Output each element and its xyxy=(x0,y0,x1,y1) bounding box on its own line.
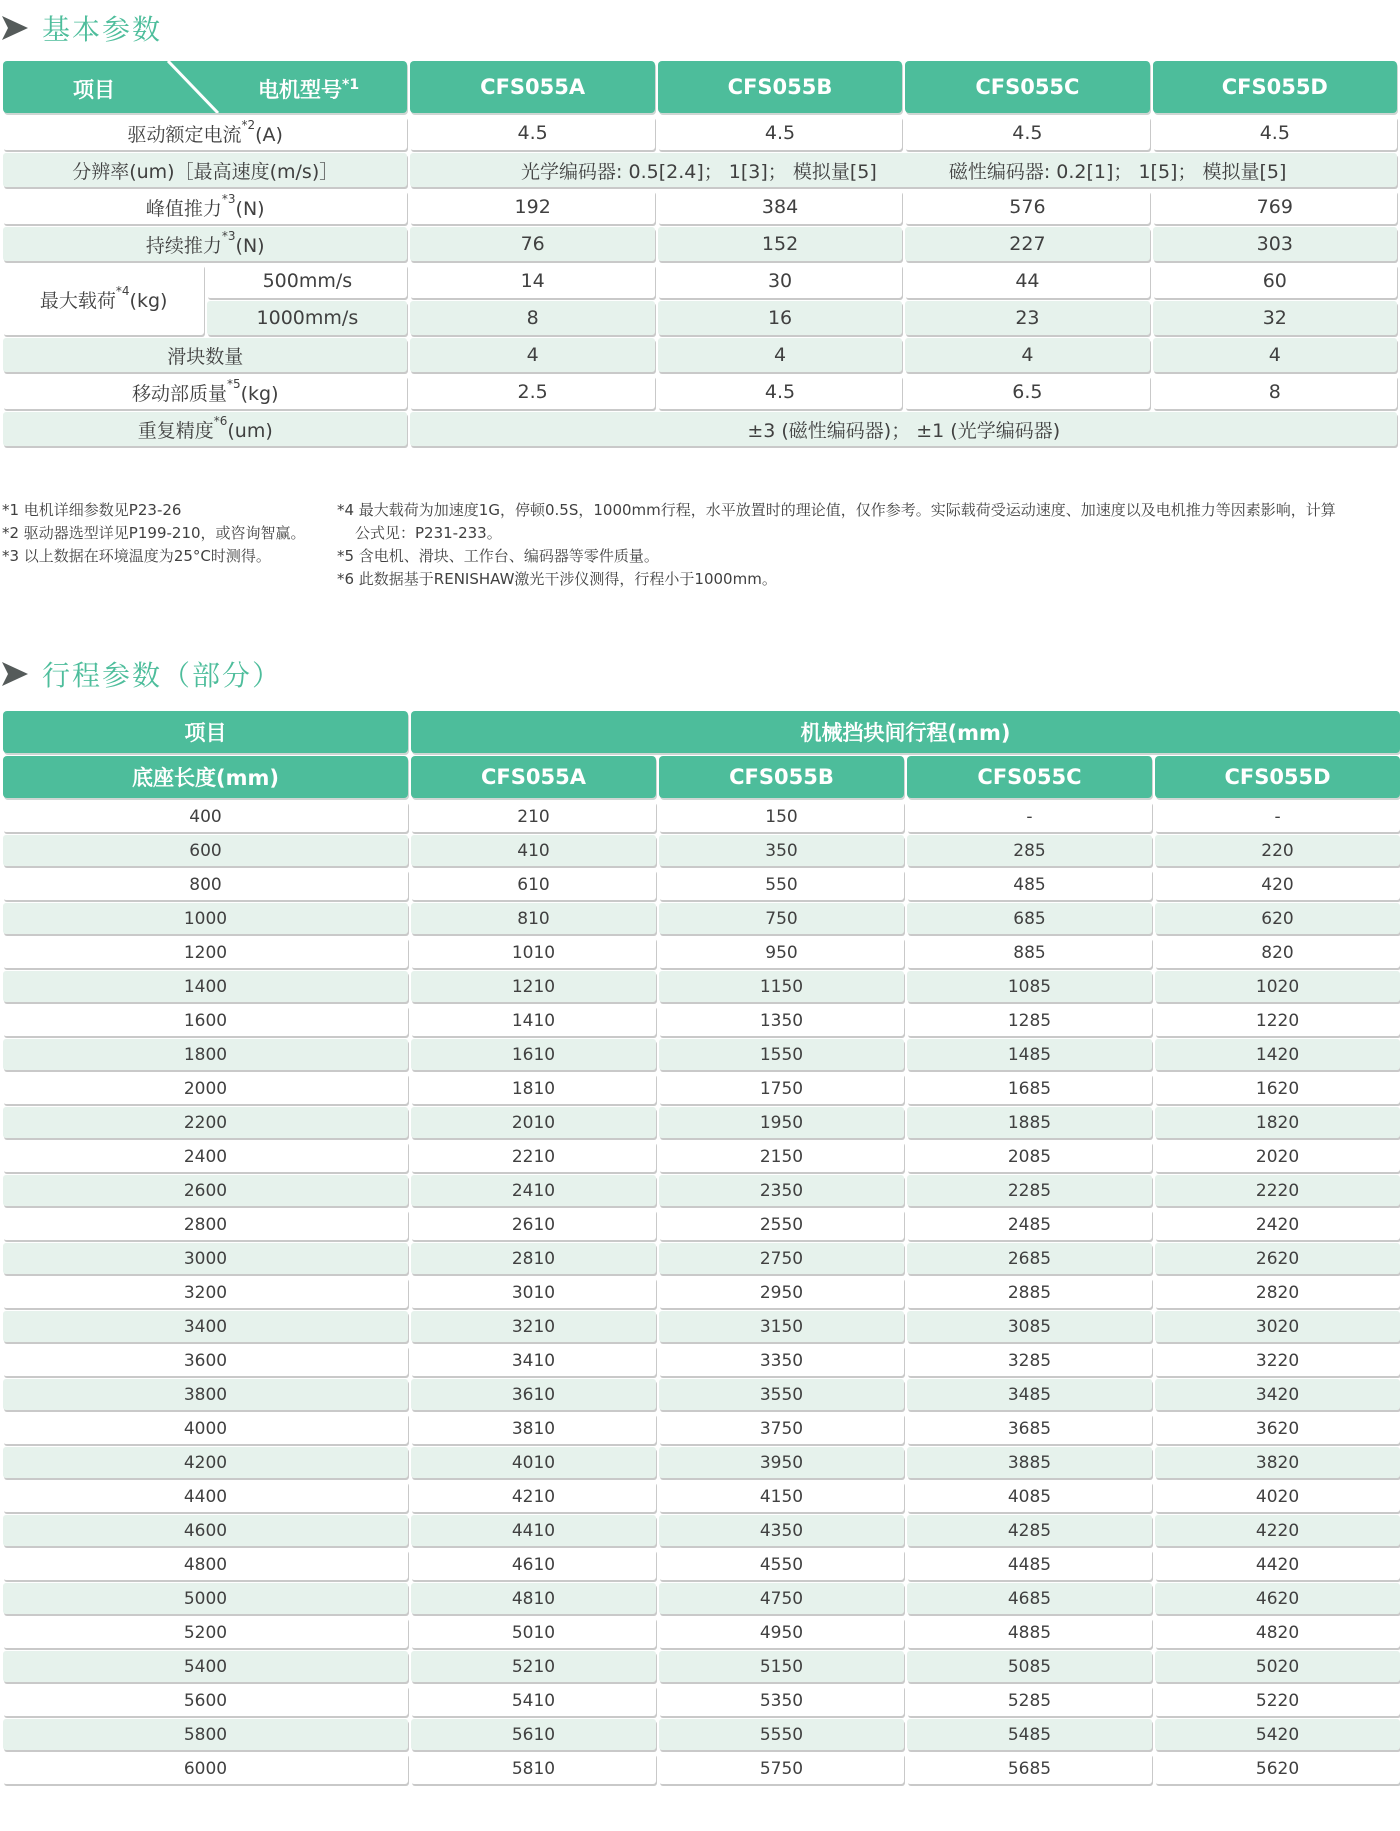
header-item: 项目 xyxy=(73,78,115,102)
stroke-cell: 4610 xyxy=(411,1549,656,1580)
stroke-cell: 350 xyxy=(659,835,904,866)
resolution-magnetic: 磁性编码器: 0.2[1]； 1[5]； 模拟量[5] xyxy=(948,160,1287,183)
stroke-cell: 485 xyxy=(907,869,1152,900)
value-cell: 76 xyxy=(410,227,654,261)
stroke-cell: 4950 xyxy=(659,1617,904,1648)
table-row xyxy=(3,1005,1400,1036)
stroke-cell: 5620 xyxy=(1155,1753,1400,1784)
table-row xyxy=(3,1107,1400,1138)
table-row xyxy=(3,1549,1400,1580)
row-continuous-force: 持续推力$^{*3}$(N) 76 152 227 303 xyxy=(3,227,1397,261)
stroke-cell: 1810 xyxy=(411,1073,656,1104)
value-cell: 4 xyxy=(658,338,902,372)
stroke-cell: 1885 xyxy=(907,1107,1152,1138)
table-row xyxy=(3,1515,1400,1546)
base-length-cell: 4400 xyxy=(3,1481,408,1512)
base-length-cell: 3600 xyxy=(3,1345,408,1376)
stroke-cell: 620 xyxy=(1155,903,1400,934)
base-length-cell: 1600 xyxy=(3,1005,408,1036)
stroke-cell: - xyxy=(1155,801,1400,832)
value-cell: 60 xyxy=(1153,264,1397,298)
stroke-cell: 4485 xyxy=(907,1549,1152,1580)
table-row xyxy=(3,1243,1400,1274)
header-model-d: CFS055D xyxy=(1153,61,1397,113)
stroke-cell: 3610 xyxy=(411,1379,656,1410)
row-payload-1000 xyxy=(3,301,1397,335)
base-length-cell: 800 xyxy=(3,869,408,900)
base-length-cell: 400 xyxy=(3,801,408,832)
row-peak-force: 峰值推力$^{*3}$(N) 192 384 576 769 xyxy=(3,190,1397,224)
stroke-cell: 3010 xyxy=(411,1277,656,1308)
stroke-header-item: 项目 xyxy=(3,711,408,753)
stroke-cell: 4020 xyxy=(1155,1481,1400,1512)
stroke-cell: 4085 xyxy=(907,1481,1152,1512)
table-row xyxy=(3,1039,1400,1070)
label-sliders: 滑块数量 xyxy=(3,338,407,372)
stroke-header-model-a: CFS055A xyxy=(411,756,656,798)
stroke-cell: 5085 xyxy=(907,1651,1152,1682)
table-row xyxy=(3,971,1400,1002)
stroke-cell: 750 xyxy=(659,903,904,934)
value-cell: 2.5 xyxy=(410,375,654,409)
base-length-cell: 2200 xyxy=(3,1107,408,1138)
value-cell: 14 xyxy=(410,264,654,298)
table-row xyxy=(3,1481,1400,1512)
stroke-cell: 3750 xyxy=(659,1413,904,1444)
label-peak: 峰值推力 xyxy=(145,197,222,220)
base-length-cell: 600 xyxy=(3,835,408,866)
row-sliders xyxy=(3,338,1397,372)
stroke-cell: 3950 xyxy=(659,1447,904,1478)
stroke-cell: 5285 xyxy=(907,1685,1152,1716)
stroke-cell: 4750 xyxy=(659,1583,904,1614)
stroke-cell: 2210 xyxy=(411,1141,656,1172)
base-length-cell: 6000 xyxy=(3,1753,408,1784)
table-row xyxy=(3,1379,1400,1410)
stroke-cell: 5550 xyxy=(659,1719,904,1750)
table-row xyxy=(3,1277,1400,1308)
basic-section-title xyxy=(0,8,162,48)
stroke-cell: 1285 xyxy=(907,1005,1152,1036)
stroke-cell: 3350 xyxy=(659,1345,904,1376)
stroke-cell: 3420 xyxy=(1155,1379,1400,1410)
table-row xyxy=(3,1719,1400,1750)
row-payload-500: 最大载荷$^{*4}$(kg) 500mm/s 14 30 44 60 xyxy=(3,264,1397,298)
table-row xyxy=(3,835,1400,866)
value-cell: 4 xyxy=(1153,338,1397,372)
note: *6 此数据基于RENISHAW激光干涉仪测得，行程小于1000mm。 xyxy=(337,570,777,588)
base-length-cell: 1200 xyxy=(3,937,408,968)
stroke-cell: 4820 xyxy=(1155,1617,1400,1648)
table-row xyxy=(3,1617,1400,1648)
header-model-sup: *1 xyxy=(342,77,360,93)
stroke-cell: 5750 xyxy=(659,1753,904,1784)
arrow-icon xyxy=(2,662,28,686)
stroke-cell: 5010 xyxy=(411,1617,656,1648)
base-length-cell: 3000 xyxy=(3,1243,408,1274)
arrow-icon xyxy=(2,16,28,40)
table-row xyxy=(3,1685,1400,1716)
table-row xyxy=(3,903,1400,934)
table-row xyxy=(3,1583,1400,1614)
header-model-c: CFS055C xyxy=(905,61,1149,113)
base-length-cell: 2000 xyxy=(3,1073,408,1104)
basic-params-table xyxy=(0,58,1400,449)
stroke-cell: 4220 xyxy=(1155,1515,1400,1546)
stroke-cell: 1485 xyxy=(907,1039,1152,1070)
base-length-cell: 1800 xyxy=(3,1039,408,1070)
header-item-model xyxy=(3,61,407,113)
value-cell: 769 xyxy=(1153,190,1397,224)
stroke-cell: 4685 xyxy=(907,1583,1152,1614)
value-cell: 16 xyxy=(658,301,902,335)
table-row xyxy=(3,1209,1400,1240)
stroke-cell: 2150 xyxy=(659,1141,904,1172)
value-cell: 4 xyxy=(905,338,1149,372)
stroke-cell: 220 xyxy=(1155,835,1400,866)
stroke-cell: 3410 xyxy=(411,1345,656,1376)
stroke-cell: 2750 xyxy=(659,1243,904,1274)
table-row xyxy=(3,1413,1400,1444)
stroke-cell: 210 xyxy=(411,801,656,832)
table-row xyxy=(3,937,1400,968)
payload-speed-1000: 1000mm/s xyxy=(207,301,407,335)
stroke-cell: 2020 xyxy=(1155,1141,1400,1172)
stroke-cell: 410 xyxy=(411,835,656,866)
stroke-cell: 3885 xyxy=(907,1447,1152,1478)
value-cell: 4.5 xyxy=(658,116,902,150)
stroke-cell: 1220 xyxy=(1155,1005,1400,1036)
stroke-cell: 5610 xyxy=(411,1719,656,1750)
value-cell: 303 xyxy=(1153,227,1397,261)
stroke-cell: 4010 xyxy=(411,1447,656,1478)
stroke-cell: 5410 xyxy=(411,1685,656,1716)
stroke-cell: 285 xyxy=(907,835,1152,866)
stroke-cell: 1150 xyxy=(659,971,904,1002)
basic-title: 基本参数 xyxy=(42,13,163,46)
value-cell: 4.5 xyxy=(410,116,654,150)
stroke-cell: 3485 xyxy=(907,1379,1152,1410)
stroke-cell: 4550 xyxy=(659,1549,904,1580)
value-cell: 8 xyxy=(410,301,654,335)
stroke-cell: 4810 xyxy=(411,1583,656,1614)
base-length-cell: 3400 xyxy=(3,1311,408,1342)
table-row xyxy=(3,1141,1400,1172)
base-length-cell: 5800 xyxy=(3,1719,408,1750)
label-payload: 最大载荷 xyxy=(39,290,116,312)
stroke-header-base: 底座长度(mm) xyxy=(3,756,408,798)
base-length-cell: 1400 xyxy=(3,971,408,1002)
notes-left xyxy=(2,499,306,568)
base-length-cell: 5400 xyxy=(3,1651,408,1682)
header-model-b: CFS055B xyxy=(658,61,902,113)
stroke-header-model-b: CFS055B xyxy=(659,756,904,798)
stroke-cell: 4150 xyxy=(659,1481,904,1512)
stroke-cell: 3685 xyxy=(907,1413,1152,1444)
value-cell: 576 xyxy=(905,190,1149,224)
resolution-optical: 光学编码器: 0.5[2.4]； 1[3]； 模拟量[5] xyxy=(521,160,877,183)
stroke-cell: 1620 xyxy=(1155,1073,1400,1104)
stroke-cell: 950 xyxy=(659,937,904,968)
value-cell: 4.5 xyxy=(905,116,1149,150)
value-cell: 4.5 xyxy=(658,375,902,409)
stroke-cell: 1685 xyxy=(907,1073,1152,1104)
stroke-cell: 420 xyxy=(1155,869,1400,900)
value-cell: 227 xyxy=(905,227,1149,261)
base-length-cell: 5200 xyxy=(3,1617,408,1648)
value-cell: 384 xyxy=(658,190,902,224)
stroke-cell: 885 xyxy=(907,937,1152,968)
base-length-cell: 4200 xyxy=(3,1447,408,1478)
stroke-cell: 1020 xyxy=(1155,971,1400,1002)
stroke-cell: 2550 xyxy=(659,1209,904,1240)
value-cell: 6.5 xyxy=(905,375,1149,409)
base-length-cell: 1000 xyxy=(3,903,408,934)
note: *5 含电机、滑块、工作台、编码器等零件质量。 xyxy=(337,547,659,565)
note: *1 电机详细参数见P23-26 xyxy=(2,501,182,519)
stroke-cell: 2420 xyxy=(1155,1209,1400,1240)
stroke-cell: - xyxy=(907,801,1152,832)
table-row xyxy=(3,1753,1400,1784)
stroke-cell: 610 xyxy=(411,869,656,900)
stroke-cell: 2620 xyxy=(1155,1243,1400,1274)
stroke-cell: 5810 xyxy=(411,1753,656,1784)
row-mass: 移动部质量$^{*5}$(kg) 2.5 4.5 6.5 8 xyxy=(3,375,1397,409)
stroke-cell: 1410 xyxy=(411,1005,656,1036)
stroke-cell: 3810 xyxy=(411,1413,656,1444)
stroke-cell: 4620 xyxy=(1155,1583,1400,1614)
stroke-cell: 2810 xyxy=(411,1243,656,1274)
stroke-cell: 3550 xyxy=(659,1379,904,1410)
header-model: 电机型号 xyxy=(258,78,342,102)
table-row xyxy=(3,1447,1400,1478)
header-model-a: CFS055A xyxy=(410,61,654,113)
table-row xyxy=(3,1073,1400,1104)
stroke-cell: 5020 xyxy=(1155,1651,1400,1682)
stroke-header-group: 机械挡块间行程(mm) xyxy=(411,711,1400,753)
stroke-cell: 1610 xyxy=(411,1039,656,1070)
stroke-cell: 3820 xyxy=(1155,1447,1400,1478)
table-row xyxy=(3,801,1400,832)
label-current: 驱动额定电流 xyxy=(127,123,242,146)
row-resolution xyxy=(3,153,1397,187)
stroke-cell: 2820 xyxy=(1155,1277,1400,1308)
base-length-cell: 5600 xyxy=(3,1685,408,1716)
stroke-cell: 4285 xyxy=(907,1515,1152,1546)
stroke-cell: 5220 xyxy=(1155,1685,1400,1716)
stroke-cell: 2485 xyxy=(907,1209,1152,1240)
stroke-cell: 2685 xyxy=(907,1243,1152,1274)
value-cell: 32 xyxy=(1153,301,1397,335)
stroke-cell: 5485 xyxy=(907,1719,1152,1750)
base-length-cell: 3800 xyxy=(3,1379,408,1410)
stroke-cell: 3020 xyxy=(1155,1311,1400,1342)
stroke-cell: 4885 xyxy=(907,1617,1152,1648)
stroke-cell: 550 xyxy=(659,869,904,900)
stroke-cell: 3220 xyxy=(1155,1345,1400,1376)
base-length-cell: 2800 xyxy=(3,1209,408,1240)
value-cell: 30 xyxy=(658,264,902,298)
stroke-cell: 1420 xyxy=(1155,1039,1400,1070)
stroke-cell: 1350 xyxy=(659,1005,904,1036)
table-row xyxy=(3,1651,1400,1682)
value-cell: 4.5 xyxy=(1153,116,1397,150)
stroke-header-model-c: CFS055C xyxy=(907,756,1152,798)
value-cell: 8 xyxy=(1153,375,1397,409)
payload-speed-500: 500mm/s xyxy=(207,264,407,298)
label-mass: 移动部质量 xyxy=(131,382,227,405)
base-length-cell: 2600 xyxy=(3,1175,408,1206)
base-length-cell: 4800 xyxy=(3,1549,408,1580)
stroke-cell: 5350 xyxy=(659,1685,904,1716)
note: *2 驱动器选型详见P199-210，或咨询智赢。 xyxy=(2,524,306,542)
stroke-cell: 1210 xyxy=(411,971,656,1002)
stroke-cell: 5150 xyxy=(659,1651,904,1682)
base-length-cell: 4000 xyxy=(3,1413,408,1444)
stroke-cell: 1820 xyxy=(1155,1107,1400,1138)
stroke-cell: 2950 xyxy=(659,1277,904,1308)
resolution-value xyxy=(410,153,1397,187)
stroke-cell: 2350 xyxy=(659,1175,904,1206)
base-length-cell: 5000 xyxy=(3,1583,408,1614)
stroke-cell: 4350 xyxy=(659,1515,904,1546)
stroke-cell: 5420 xyxy=(1155,1719,1400,1750)
stroke-cell: 3085 xyxy=(907,1311,1152,1342)
stroke-cell: 2285 xyxy=(907,1175,1152,1206)
base-length-cell: 3200 xyxy=(3,1277,408,1308)
stroke-cell: 5685 xyxy=(907,1753,1152,1784)
row-repeatability: 重复精度$^{*6}$(um) ±3 (磁性编码器)； ±1 (光学编码器) xyxy=(3,412,1397,446)
stroke-cell: 685 xyxy=(907,903,1152,934)
stroke-cell: 2885 xyxy=(907,1277,1152,1308)
stroke-cell: 2220 xyxy=(1155,1175,1400,1206)
stroke-cell: 4420 xyxy=(1155,1549,1400,1580)
value-cell: 44 xyxy=(905,264,1149,298)
stroke-header-model-d: CFS055D xyxy=(1155,756,1400,798)
stroke-cell: 2085 xyxy=(907,1141,1152,1172)
stroke-cell: 3150 xyxy=(659,1311,904,1342)
stroke-table xyxy=(0,708,1400,1787)
stroke-cell: 1950 xyxy=(659,1107,904,1138)
stroke-cell: 1750 xyxy=(659,1073,904,1104)
stroke-cell: 1550 xyxy=(659,1039,904,1070)
label-resolution: 分辨率(um)［最高速度(m/s)］ xyxy=(3,153,407,187)
label-continuous: 持续推力 xyxy=(145,234,222,257)
table-row xyxy=(3,1345,1400,1376)
stroke-section-title xyxy=(0,654,282,694)
stroke-title: 行程参数（部分） xyxy=(42,659,283,692)
value-cell: 23 xyxy=(905,301,1149,335)
stroke-cell: 3285 xyxy=(907,1345,1152,1376)
note: 公式见：P231-233。 xyxy=(355,524,502,542)
stroke-cell: 1085 xyxy=(907,971,1152,1002)
table-row xyxy=(3,1175,1400,1206)
stroke-cell: 4210 xyxy=(411,1481,656,1512)
stroke-cell: 1010 xyxy=(411,937,656,968)
base-length-cell: 2400 xyxy=(3,1141,408,1172)
value-cell: 152 xyxy=(658,227,902,261)
notes-right xyxy=(337,499,1397,591)
table-row xyxy=(3,869,1400,900)
stroke-cell: 4410 xyxy=(411,1515,656,1546)
stroke-cell: 3210 xyxy=(411,1311,656,1342)
stroke-cell: 3620 xyxy=(1155,1413,1400,1444)
stroke-cell: 820 xyxy=(1155,937,1400,968)
label-repeat: 重复精度 xyxy=(137,419,214,442)
stroke-cell: 2010 xyxy=(411,1107,656,1138)
stroke-cell: 2410 xyxy=(411,1175,656,1206)
stroke-cell: 810 xyxy=(411,903,656,934)
stroke-cell: 2610 xyxy=(411,1209,656,1240)
stroke-cell: 150 xyxy=(659,801,904,832)
base-length-cell: 4600 xyxy=(3,1515,408,1546)
repeat-value: ±3 (磁性编码器)； ±1 (光学编码器) xyxy=(410,412,1397,446)
table-row xyxy=(3,1311,1400,1342)
value-cell: 4 xyxy=(410,338,654,372)
note: *4 最大载荷为加速度1G，停顿0.5S，1000mm行程，水平放置时的理论值，仅作参考。实际载荷受运动速度、加速度以及电机推力等因素影响，计算 xyxy=(337,501,1336,519)
stroke-cell: 5210 xyxy=(411,1651,656,1682)
row-current: 驱动额定电流$^{*2}$(A) 4.5 4.5 4.5 4.5 xyxy=(3,116,1397,150)
value-cell: 192 xyxy=(410,190,654,224)
note: *3 以上数据在环境温度为25°C时测得。 xyxy=(2,547,271,565)
